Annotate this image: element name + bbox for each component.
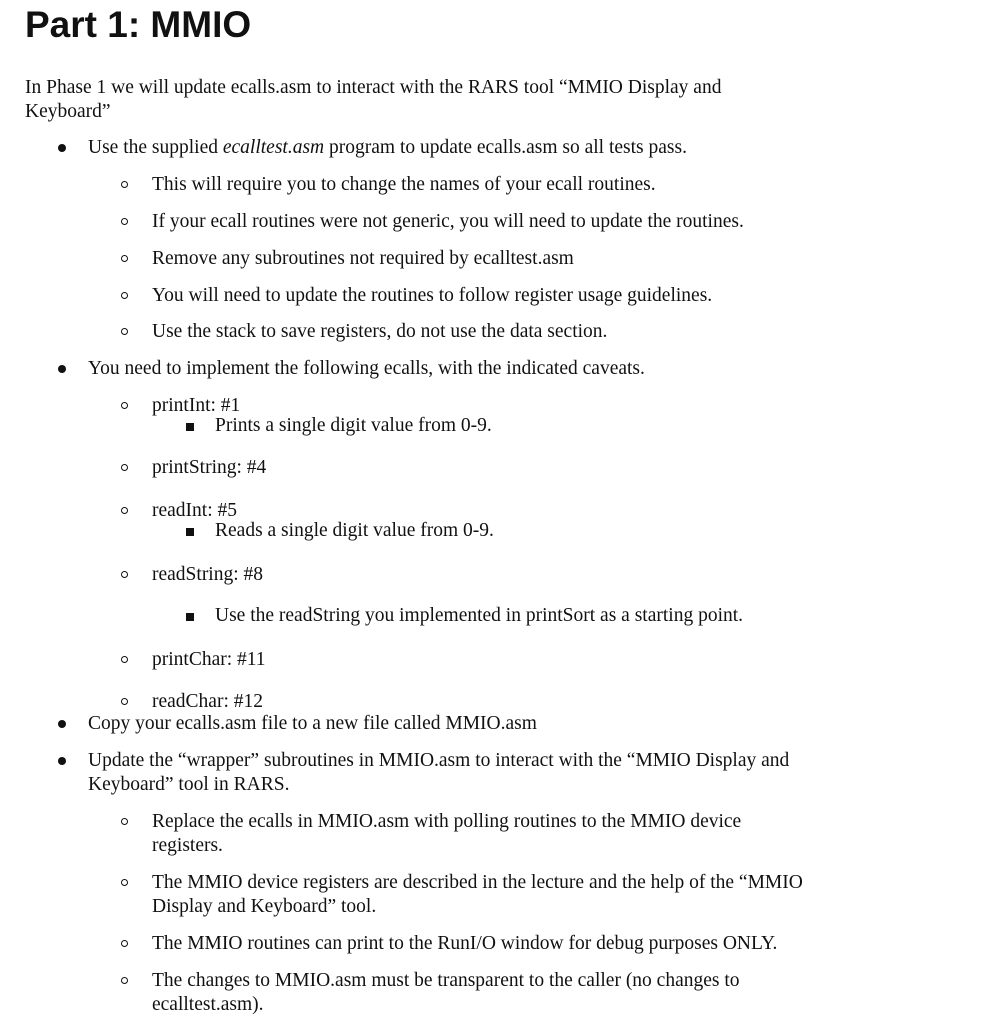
list-item: The changes to MMIO.asm must be transparent to the caller (no changes to ecalltest.asm).	[152, 970, 740, 1015]
ecall-note: Prints a single digit value from 0-9.	[215, 415, 492, 436]
filename-emphasis: ecalltest.asm	[222, 137, 325, 158]
list-item: You will need to update the routines to follow register usage guidelines.	[152, 285, 713, 306]
sub-bullet-marker	[121, 940, 128, 947]
bullet-update-wrapper: Update the “wrapper” subroutines in MMIO.asm to interact with the “MMIO Display and Keyboard” tool in RARS.	[88, 750, 790, 795]
list-item: If your ecall routines were not generic, you will need to update the routines.	[152, 211, 744, 232]
sub-bullet-marker	[121, 656, 128, 663]
ecall-note: Use the readString you implemented in printSort as a starting point.	[215, 605, 744, 626]
ecall-print-int: printInt: #1	[152, 395, 241, 416]
sub-bullet-marker	[121, 328, 128, 335]
ecall-read-char: readChar: #12	[152, 691, 264, 712]
bullet-implement-ecalls: You need to implement the following ecalls, with the indicated caveats.	[88, 358, 645, 379]
sub-bullet-marker	[121, 818, 128, 825]
ecall-print-char: printChar: #11	[152, 649, 266, 670]
sub-bullet-marker	[121, 571, 128, 578]
list-item: Remove any subroutines not required by ecalltest.asm	[152, 248, 574, 269]
bullet-marker	[58, 365, 66, 373]
sub-bullet-marker	[121, 181, 128, 188]
sub-bullet-marker	[121, 698, 128, 705]
list-item: Use the stack to save registers, do not use the data section.	[152, 321, 608, 342]
list-item: The MMIO device registers are described in the lecture and the help of the “MMIO Display and Keyboard” tool.	[152, 872, 803, 917]
list-item: This will require you to change the names of your ecall routines.	[152, 174, 656, 195]
page-title: Part 1: MMIO	[25, 4, 252, 45]
sub-sub-bullet-marker	[186, 613, 194, 621]
ecall-read-int: readInt: #5	[152, 500, 238, 521]
list-item: The MMIO routines can print to the RunI/O window for debug purposes ONLY.	[152, 933, 778, 954]
ecall-print-string: printString: #4	[152, 457, 267, 478]
sub-bullet-marker	[121, 507, 128, 514]
bullet-copy-file: Copy your ecalls.asm file to a new file called MMIO.asm	[88, 713, 537, 734]
sub-bullet-marker	[121, 292, 128, 299]
sub-sub-bullet-marker	[186, 423, 194, 431]
sub-bullet-marker	[121, 464, 128, 471]
sub-bullet-marker	[121, 879, 128, 886]
sub-sub-bullet-marker	[186, 528, 194, 536]
ecall-note: Reads a single digit value from 0-9.	[215, 520, 494, 541]
ecall-read-string: readString: #8	[152, 564, 264, 585]
bullet-marker	[58, 720, 66, 728]
sub-bullet-marker	[121, 218, 128, 225]
list-item: Replace the ecalls in MMIO.asm with polling routines to the MMIO device registers.	[152, 811, 742, 856]
sub-bullet-marker	[121, 255, 128, 262]
bullet-marker	[58, 144, 66, 152]
intro-paragraph: In Phase 1 we will update ecalls.asm to interact with the RARS tool “MMIO Display and Keyboard”	[25, 77, 722, 122]
sub-bullet-marker	[121, 977, 128, 984]
sub-bullet-marker	[121, 402, 128, 409]
bullet-marker	[58, 757, 66, 765]
bullet-use-supplied: Use the supplied ecalltest.asm program to update ecalls.asm so all tests pass.	[88, 137, 687, 158]
